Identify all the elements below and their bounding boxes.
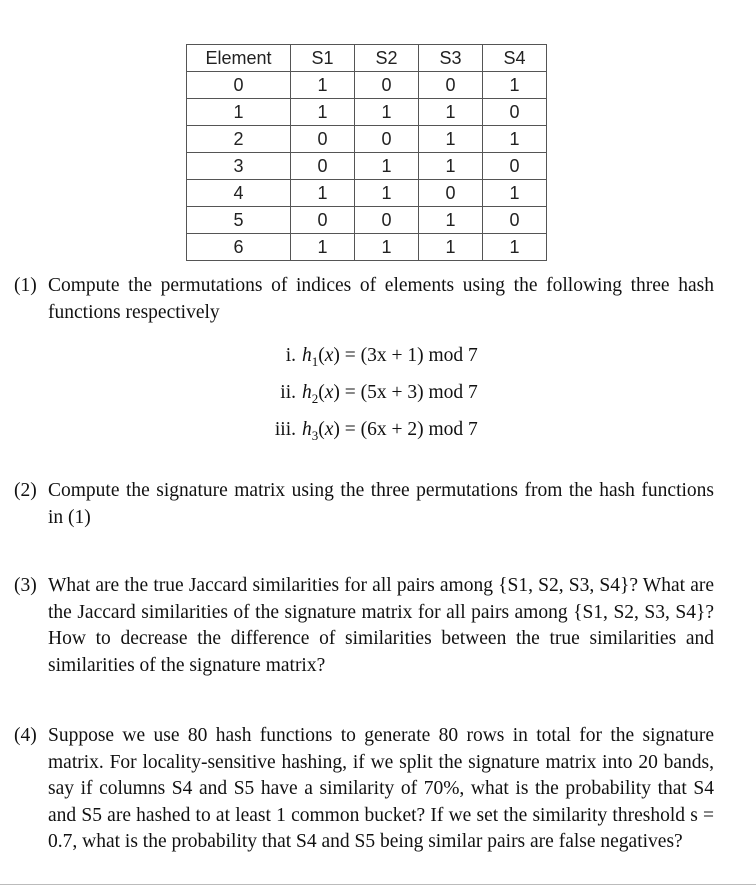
column-header: S4	[483, 45, 547, 72]
question-number: (1)	[14, 275, 37, 296]
table-cell: 0	[355, 72, 419, 99]
table-cell: 1	[419, 153, 483, 180]
table-cell: 0	[187, 72, 291, 99]
table-header-row	[187, 45, 547, 72]
question-text: What are the true Jaccard similarities for all pairs among {S1, S2, S3, S4}? What are the Jaccard similarities of the signature matrix for all pairs among {S1, S2, S3, S4}? How to decrease the difference of similarities between the true similarities and similarities of the signature matrix?	[48, 575, 714, 676]
table-row	[187, 153, 547, 180]
table-cell: 6	[187, 234, 291, 261]
table-cell: 1	[483, 72, 547, 99]
table-row	[187, 234, 547, 261]
hash-function-label: iii.	[274, 418, 296, 440]
table-cell: 1	[419, 234, 483, 261]
table-cell: 1	[419, 99, 483, 126]
table-cell: 4	[187, 180, 291, 207]
table-cell: 0	[483, 207, 547, 234]
table-cell: 0	[291, 207, 355, 234]
hash-function-item	[250, 414, 478, 451]
table-cell: 1	[355, 153, 419, 180]
table-cell: 0	[355, 126, 419, 153]
hash-function-label: i.	[285, 345, 296, 366]
table-cell: 0	[483, 99, 547, 126]
table-row	[187, 180, 547, 207]
column-header: S1	[291, 45, 355, 72]
hash-function-formula: $h_1(x) = (3x + 1)$ mod 7	[302, 345, 478, 369]
column-header: Element	[187, 45, 291, 72]
table-cell: 1	[483, 234, 547, 261]
table-cell: 5	[187, 207, 291, 234]
question-text: Suppose we use 80 hash functions to generate 80 rows in total for the signature matrix. For locality-sensitive hashing, if we split the signature matrix into 20 bands, say if columns S4 and S5 have a similarity of 70%, what is the probability that S4 and S5 are hashed to at least 1 common bucket? If we set the similarity threshold s = 0.7, what is the probability that S4 and S5 being similar pairs are false negatives?	[48, 725, 714, 852]
question-text: Compute the permutations of indices of elements using the following three hash functions respectively	[48, 275, 714, 323]
table-cell: 3	[187, 153, 291, 180]
table-cell: 1	[483, 126, 547, 153]
question-number: (4)	[14, 725, 37, 746]
table-cell: 1	[419, 207, 483, 234]
table-row	[187, 99, 547, 126]
table-row	[187, 207, 547, 234]
table-cell: 1	[291, 72, 355, 99]
page-bottom-rule	[0, 884, 756, 885]
hash-function-item	[250, 340, 478, 377]
table-row	[187, 126, 547, 153]
table-cell: 1	[419, 126, 483, 153]
table-cell: 0	[291, 126, 355, 153]
question-number: (3)	[14, 575, 37, 596]
question-2	[14, 478, 714, 531]
hash-function-formula: $h_2(x) = (5x + 3)$ mod 7	[302, 381, 478, 406]
hash-function-label: ii.	[280, 381, 296, 403]
hash-function-item	[250, 377, 478, 414]
table-row	[187, 72, 547, 99]
table-cell: 0	[419, 180, 483, 207]
table-cell: 1	[187, 99, 291, 126]
table-cell: 1	[355, 180, 419, 207]
table-cell: 1	[291, 180, 355, 207]
question-4	[14, 723, 714, 856]
question-1	[14, 273, 714, 326]
question-text: Compute the signature matrix using the three permutations from the hash functions in (1)	[48, 480, 714, 528]
table-cell: 0	[483, 153, 547, 180]
element-set-matrix	[186, 44, 547, 261]
column-header: S3	[419, 45, 483, 72]
table-cell: 1	[483, 180, 547, 207]
table-cell: 1	[291, 99, 355, 126]
table-cell: 0	[355, 207, 419, 234]
hash-function-formula: $h_3(x) = (6x + 2)$ mod 7	[302, 418, 478, 443]
column-header: S2	[355, 45, 419, 72]
question-number: (2)	[14, 480, 37, 501]
table-cell: 2	[187, 126, 291, 153]
table-cell: 0	[419, 72, 483, 99]
question-3	[14, 573, 714, 679]
table-cell: 1	[291, 234, 355, 261]
table-cell: 1	[355, 99, 419, 126]
hash-function-list	[250, 340, 478, 451]
table-cell: 1	[355, 234, 419, 261]
table-cell: 0	[291, 153, 355, 180]
